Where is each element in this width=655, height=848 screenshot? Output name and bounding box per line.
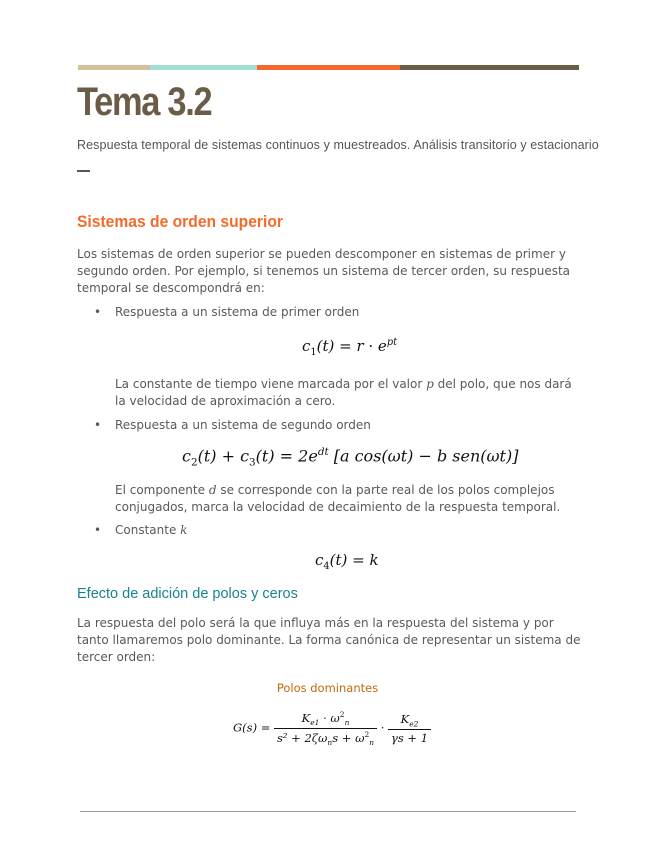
header-bar-segment-2: [150, 65, 257, 70]
page-title: Tema 3.2: [77, 80, 212, 124]
page-subtitle: Respuesta temporal de sistemas continuos y muestreados. Análisis transitorio y estacionario: [77, 138, 599, 152]
header-bar-segment-4: [400, 65, 579, 70]
section-intro: Los sistemas de orden superior se pueden descomponer en sistemas de primer y segundo orden. Por ejemplo, si tenemos un sistema de tercer orden, su respuesta temporal se descompondrá en:: [77, 247, 571, 295]
section-heading: Sistemas de orden superior: [77, 212, 283, 231]
figure-caption: Polos dominantes: [276, 681, 379, 695]
subtitle-dash: [77, 170, 90, 172]
transfer-function: G(s) = $\frac{K_{e1} \cdot \omega^2_n}{s^2 + 2\zeta\omega_ns + \omega^2_n}$ · $\frac{K_{e2}}{\gamma s + 1}$: [233, 710, 431, 747]
bullet-second-order-label: Respuesta a un sistema de segundo orden: [115, 418, 371, 432]
header-bar-segment-3: [257, 65, 400, 70]
transfer-fraction-1: $\frac{K_{e1} \cdot \omega^2_n}{s^2 + 2\zeta\omega_ns + \omega^2_n}$: [274, 710, 377, 747]
equation-second-order: $c_2(t) + c_3(t) = 2e^{dt}$ [a cos(ωt) − b sen(ωt)]: [182, 446, 519, 469]
header-bar-segment-1: [78, 65, 150, 70]
bullet-constant-label: Constante k: [115, 523, 188, 537]
equation-constant: $c_4(t) = k$: [315, 551, 379, 572]
transfer-fraction-2: $\frac{K_{e2}}{\gamma s + 1}$: [388, 712, 431, 745]
subsection-text: La respuesta del polo será la que influya más en la respuesta del sistema y por tanto llamaremos polo dominante. La forma canónica de representar un sistema de tercer orden:: [77, 616, 581, 664]
note-second-order: El componente d se corresponde con la parte real de los polos complejos conjugados, marca la velocidad de decaimiento de la respuesta temporal.: [115, 483, 561, 514]
equation-first-order: $c_1(t) = r \cdot e^{pt}$: [302, 337, 397, 358]
note-first-order: La constante de tiempo viene marcada por el valor p del polo, que nos dará la velocidad de aproximación a cero.: [115, 377, 572, 408]
subsection-heading: Efecto de adición de polos y ceros: [77, 586, 298, 602]
footer-divider: [80, 811, 576, 812]
bullet-first-order-label: Respuesta a un sistema de primer orden: [115, 305, 360, 319]
